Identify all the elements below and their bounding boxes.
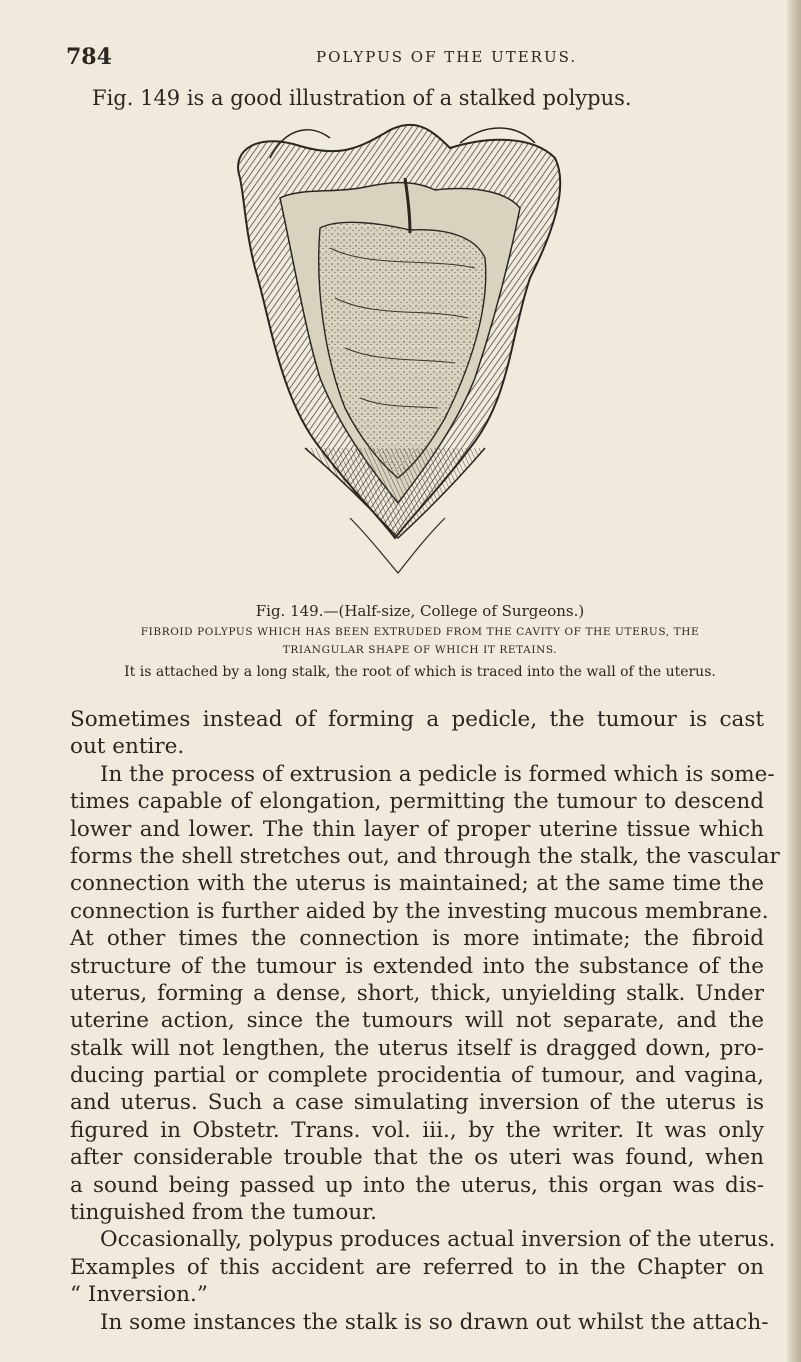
text-line: uterine action, since the tumours will not separate, and the bbox=[70, 1008, 764, 1034]
text-line: In some instances the stalk is so drawn out whilst the attach- bbox=[100, 1309, 769, 1335]
text-line: times capable of elongation, permitting the tumour to descend bbox=[70, 789, 764, 815]
text-line: In the process of extrusion a pedicle is formed which is some- bbox=[100, 761, 775, 787]
text-line: tinguished from the tumour. bbox=[70, 1200, 377, 1226]
text-line: connection with the uterus is maintained; at the same time the bbox=[70, 871, 764, 897]
text-line: stalk will not lengthen, the uterus itself is dragged down, pro- bbox=[70, 1035, 764, 1061]
text-line: after considerable trouble that the os uteri was found, when bbox=[70, 1145, 764, 1171]
text-line: At other times the connection is more intimate; the fibroid bbox=[70, 926, 764, 952]
page-edge bbox=[787, 0, 801, 1362]
figure-caption-title: Fig. 149.—(Half-size, College of Surgeons.) bbox=[255, 602, 585, 620]
text-line: out entire. bbox=[70, 734, 185, 760]
page-header bbox=[66, 44, 766, 72]
text-line: a sound being passed up into the uterus, this organ was dis- bbox=[70, 1172, 764, 1198]
text-line: forms the shell stretches out, and through the stalk, the vascular bbox=[70, 843, 780, 869]
text-line: figured in Obstetr. Trans. vol. iii., by the writer. It was only bbox=[70, 1117, 764, 1143]
polypus-illustration bbox=[210, 118, 580, 588]
text-line: Occasionally, polypus produces actual inversion of the uterus. bbox=[100, 1227, 776, 1253]
text-line: uterus, forming a dense, short, thick, unyielding stalk. Under bbox=[70, 980, 764, 1006]
text-line: “ Inversion.” bbox=[70, 1282, 208, 1308]
text-line: ducing partial or complete procidentia of tumour, and vagina, bbox=[70, 1063, 764, 1089]
text-line: Examples of this accident are referred to in the Chapter on bbox=[70, 1254, 764, 1280]
figure-caption-line-1: FIBROID POLYPUS WHICH HAS BEEN EXTRUDED FROM THE CAVITY OF THE UTERUS, THE bbox=[140, 626, 700, 638]
text-line: and uterus. Such a case simulating inversion of the uterus is bbox=[70, 1090, 764, 1116]
text-line: lower and lower. The thin layer of proper uterine tissue which bbox=[70, 816, 764, 842]
body-text bbox=[70, 706, 780, 1336]
intro-sentence: Fig. 149 is a good illustration of a stalked polypus. bbox=[92, 86, 632, 110]
text-line: Sometimes instead of forming a pedicle, the tumour is cast bbox=[70, 707, 764, 732]
running-head: POLYPUS OF THE UTERUS. bbox=[316, 48, 578, 66]
figure-caption-line-2: TRIANGULAR SHAPE OF WHICH IT RETAINS. bbox=[282, 644, 558, 656]
page-number: 784 bbox=[66, 44, 112, 70]
figure-caption-note: It is attached by a long stalk, the root of which is traced into the wall of the uterus. bbox=[124, 664, 716, 680]
text-line: connection is further aided by the investing mucous membrane. bbox=[70, 898, 769, 924]
text-line: structure of the tumour is extended into the substance of the bbox=[70, 953, 764, 979]
